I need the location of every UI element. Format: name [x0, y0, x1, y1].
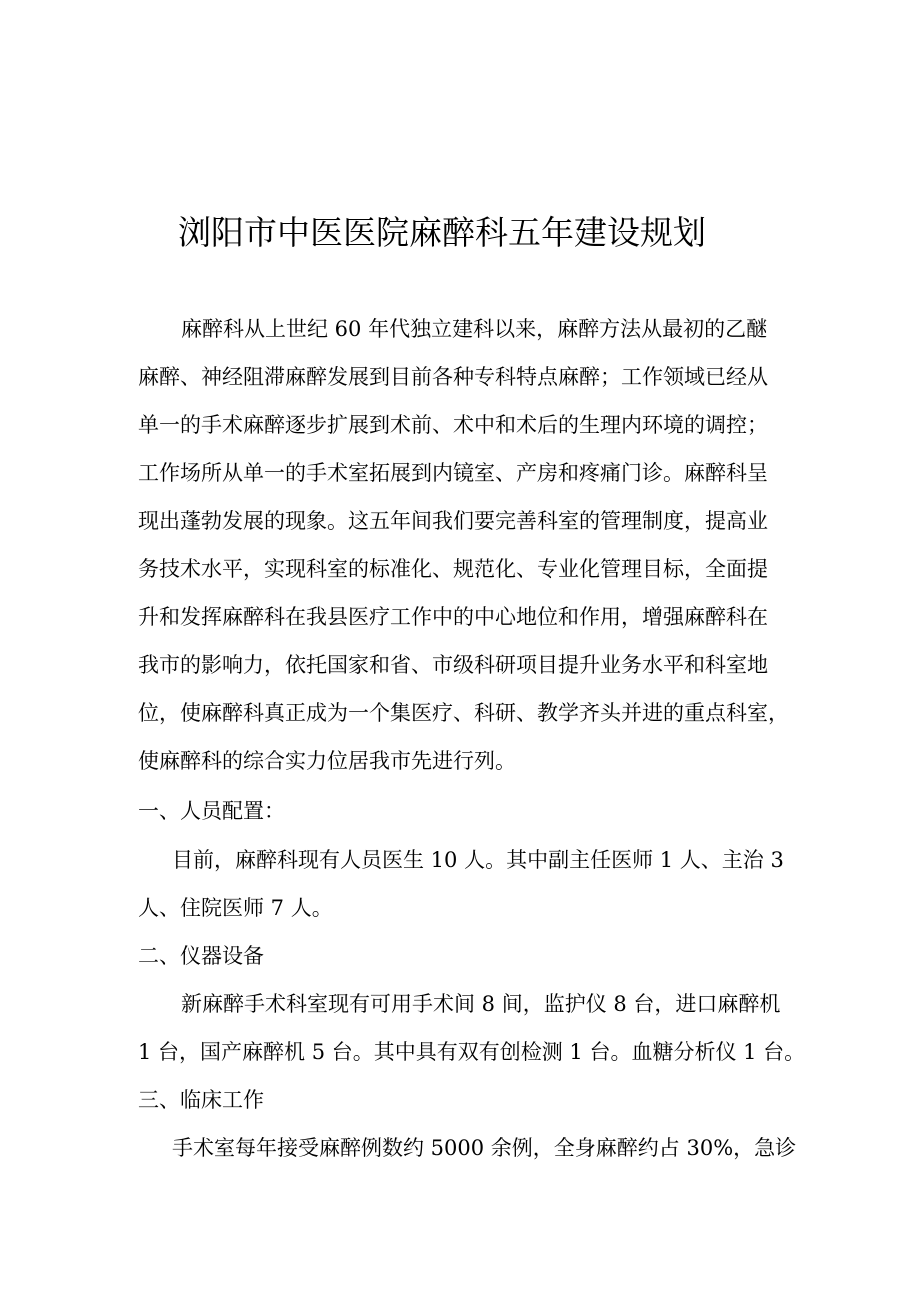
- intro-line-9: 位，使麻醉科真正成为一个集医疗、科研、教学齐头并进的重点科室，: [138, 701, 789, 725]
- intro-line-1: 麻醉科从上世纪 60 年代独立建科以来，麻醉方法从最初的乙醚: [181, 317, 768, 341]
- intro-line-4: 工作场所从单一的手术室拓展到内镜室、产房和疼痛门诊。麻醉科呈: [138, 461, 768, 485]
- intro-line-3: 单一的手术麻醉逐步扩展到术前、术中和术后的生理内环境的调控；: [138, 413, 768, 437]
- intro-line-6: 务技术水平，实现科室的标准化、规范化、专业化管理目标，全面提: [138, 557, 768, 581]
- section-heading-equipment: 二、仪器设备: [138, 944, 264, 968]
- clinical-line-1: 手术室每年接受麻醉例数约 5000 余例，全身麻醉约占 30%，急诊: [172, 1136, 797, 1160]
- staffing-line-2: 人、住院医师 7 人。: [138, 896, 333, 920]
- equipment-line-1: 新麻醉手术科室现有可用手术间 8 间，监护仪 8 台，进口麻醉机: [181, 992, 781, 1016]
- intro-line-10: 使麻醉科的综合实力位居我市先进行列。: [138, 749, 516, 773]
- intro-line-5: 现出蓬勃发展的现象。这五年间我们要完善科室的管理制度，提高业: [138, 509, 768, 533]
- staffing-line-1: 目前，麻醉科现有人员医生 10 人。其中副主任医师 1 人、主治 3: [172, 848, 784, 872]
- intro-line-7: 升和发挥麻醉科在我县医疗工作中的中心地位和作用，增强麻醉科在: [138, 605, 768, 629]
- equipment-line-2: 1 台，国产麻醉机 5 台。其中具有双有创检测 1 台。血糖分析仪 1 台。: [138, 1040, 806, 1064]
- intro-line-2: 麻醉、神经阻滞麻醉发展到目前各种专科特点麻醉；工作领域已经从: [138, 365, 768, 389]
- intro-line-8: 我市的影响力，依托国家和省、市级科研项目提升业务水平和科室地: [138, 653, 768, 677]
- section-heading-staffing: 一、人员配置：: [138, 799, 285, 823]
- document-title: 浏阳市中医医院麻醉科五年建设规划: [178, 213, 706, 252]
- section-heading-clinical: 三、临床工作: [138, 1088, 264, 1112]
